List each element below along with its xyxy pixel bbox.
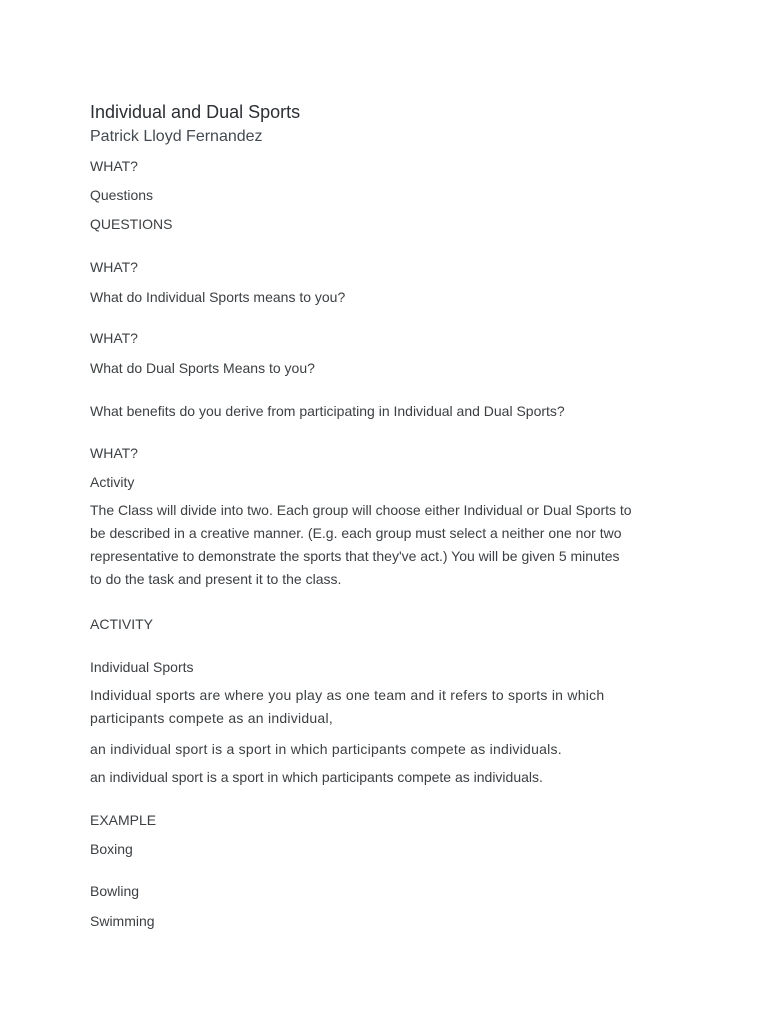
definition-text-line: participants compete as an individual,	[90, 710, 333, 726]
activity-paragraph	[90, 499, 680, 591]
question-individual-sports: What do Individual Sports means to you?	[90, 289, 346, 305]
individual-sentence-2: an individual sport is a sport in which participants compete as individuals.	[90, 769, 543, 785]
what-label-1: WHAT?	[90, 158, 138, 174]
what-label-2: WHAT?	[90, 259, 138, 275]
document-author: Patrick Lloyd Fernandez	[90, 128, 263, 145]
questions-caps-heading: QUESTIONS	[90, 216, 173, 232]
document-title: Individual and Dual Sports	[90, 102, 301, 122]
activity-caps-heading: ACTIVITY	[90, 616, 154, 632]
activity-text-line: representative to demonstrate the sports that they've act.) You will be given 5 minutes	[90, 548, 620, 564]
activity-heading: Activity	[90, 474, 135, 490]
activity-text-line: The Class will divide into two. Each group will choose either Individual or Dual Sports to	[90, 502, 632, 518]
example-bowling: Bowling	[90, 883, 140, 899]
individual-sports-heading: Individual Sports	[90, 659, 194, 675]
what-label-3: WHAT?	[90, 330, 138, 346]
example-boxing: Boxing	[90, 841, 133, 857]
individual-definition-paragraph	[90, 684, 680, 730]
example-caps-heading: EXAMPLE	[90, 812, 157, 828]
activity-text-line: be described in a creative manner. (E.g. each group must select a neither one nor two	[90, 525, 622, 541]
definition-text-line: Individual sports are where you play as one team and it refers to sports in which	[90, 687, 605, 703]
what-label-4: WHAT?	[90, 445, 138, 461]
question-dual-sports: What do Dual Sports Means to you?	[90, 360, 315, 376]
question-benefits: What benefits do you derive from participating in Individual and Dual Sports?	[90, 403, 565, 419]
activity-text-line: to do the task and present it to the class.	[90, 571, 342, 587]
example-swimming: Swimming	[90, 913, 155, 929]
individual-sentence-1: an individual sport is a sport in which participants compete as individuals.	[90, 741, 562, 757]
questions-heading: Questions	[90, 187, 154, 203]
